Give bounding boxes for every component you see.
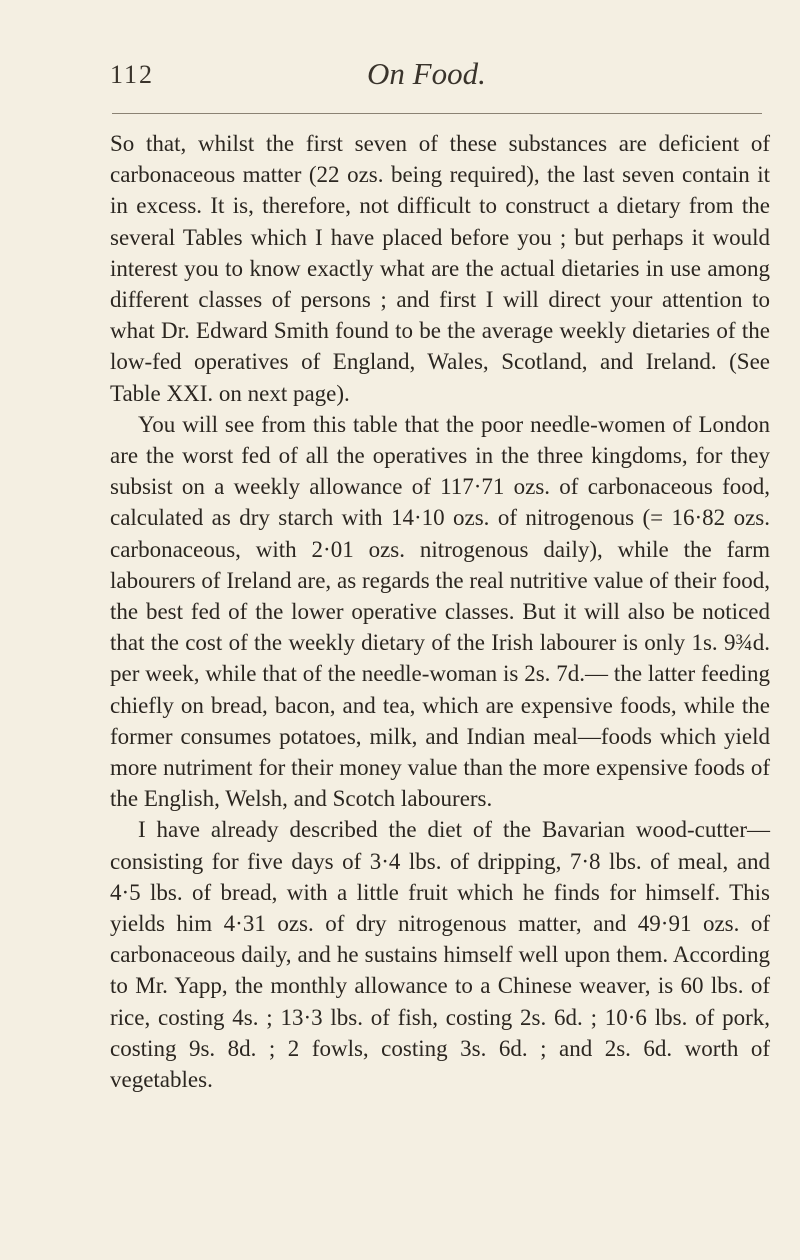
paragraph-3: I have already described the diet of the Bavarian wood-cutter—consisting for five days of 3·4 lbs. of dripping, 7·8 lbs. of meal, and 4·5 lbs. of bread, with a little fruit which he finds for himself. This yields him 4·31 ozs. of dry nitrogenous matter, and 49·91 ozs. of carbonaceous daily, and he sustains himself well upon them. According to Mr. Yapp, the monthly allowance to a Chinese weaver, is 60 lbs. of rice, costing 4s. ; 13·3 lbs. of fish, costing 2s. 6d. ; 10·6 lbs. of pork, costing 9s. 8d. ; 2 fowls, costing 3s. 6d. ; and 2s. 6d. worth of vegetables. [110,817,770,1093]
paragraph-2: You will see from this table that the poor needle-women of London are the worst fed of all the operatives in the three kingdoms, for they subsist on a weekly allowance of 117·71 ozs. of carbonaceous food, calculated as dry starch with 14·10 ozs. of nitrogenous (= 16·82 ozs. carbonaceous, with 2·01 ozs. nitrogenous daily), while the farm labourers of Ireland are, as regards the real nutritive value of their food, the best fed of the lower operative classes. But it will also be noticed that the cost of the weekly dietary of the Irish labourer is only 1s. 9¾d. per week, while that of the needle-woman is 2s. 7d.— the latter feeding chiefly on bread, bacon, and tea, which are expensive foods, while the former consumes potatoes, milk, and Indian meal—foods which yield more nutriment for their money value than the more expensive foods of the English, Welsh, and Scotch labourers. [110,411,770,812]
header-rule [112,113,762,114]
running-title: On Food. [367,56,486,91]
body-text [110,128,770,1095]
page-number: 112 [110,60,155,89]
running-head [0,56,800,100]
paragraph-1: So that, whilst the first seven of these substances are deficient of carbonaceous matter (22 ozs. being required), the last seven contain it in excess. It is, therefore, not difficult to construct a dietary from the several Tables which I have placed before you ; but perhaps it would interest you to know exactly what are the actual dietaries in use among different classes of persons ; and first I will direct your attention to what Dr. Edward Smith found to be the average weekly dietaries of the low-fed operatives of England, Wales, Scotland, and Ireland. (See Table XXI. on next page). [110,131,770,406]
